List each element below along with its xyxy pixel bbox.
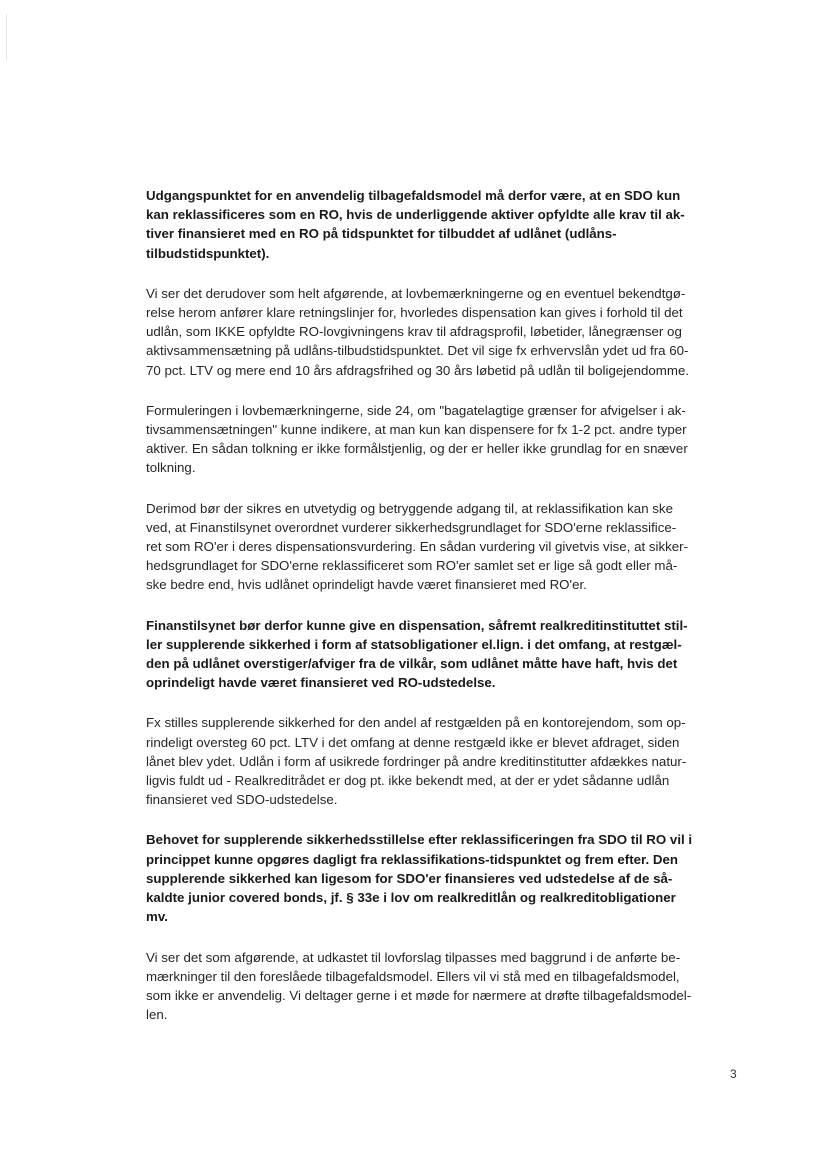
text-line: relse herom anfører klare retningslinjer for, hvorledes dispensation kan gives i forhold til det [146,305,683,321]
text-line: supplerende sikkerhed kan ligesom for SDO'er finansieres ved udstedelse af de så- [146,870,673,886]
text-line: ret som RO'er i deres dispensationsvurdering. En sådan vurdering vil givetvis vise, at sikker- [146,539,689,555]
text-line: som ikke er anvendelig. Vi deltager gerne i et møde for nærmere at drøfte tilbagefaldsmodel- [146,987,692,1003]
paragraph-1 [146,186,742,263]
text-line: 70 pct. LTV og mere end 10 års afdragsfrihed og 30 års løbetid på udlån til boligejendomme. [146,362,690,378]
text-line: tiver finansieret med en RO på tidspunktet for tilbuddet af udlånet (udlåns- [146,226,617,242]
text-line: aktiver. En sådan tolkning er ikke formålstjenlig, og der er heller ikke grundlag for en snæver [146,441,688,457]
text-line: ler supplerende sikkerhed i form af statsobligationer el.lign. i det omfang, at restgæl- [146,636,682,652]
text-line: tilbudstidspunktet). [146,245,270,261]
text-line: Udgangspunktet for en anvendelig tilbagefaldsmodel må derfor være, at en SDO kun [146,188,681,203]
paragraph-8 [146,948,742,1025]
text-line: Finanstilsynet bør derfor kunne give en dispensation, såfremt realkreditinstituttet stil- [146,617,688,633]
text-line: ske bedre end, hvis udlånet oprindeligt havde været finansieret med RO'er. [146,577,587,593]
text-line: mv. [146,909,168,925]
text-line: ved, at Finanstilsynet overordnet vurderer sikkerhedsgrundlaget for SDO'erne reklassifice- [146,519,677,535]
text-line: Formuleringen i lovbemærkningerne, side 24, om "bagatelagtige grænser for afvigelser i ak- [146,402,686,418]
text-line: rindeligt oversteg 60 pct. LTV i det omfang at denne restgæld ikke er blevet afdraget, siden [146,734,680,750]
text-line: Vi ser det som afgørende, at udkastet til lovforslag tilpasses med baggrund i de anførte be- [146,949,681,965]
paragraph-4 [146,499,742,595]
text-line: tivsammensætningen" kunne indikere, at man kun kan dispensere for fx 1-2 pct. andre typer [146,422,687,438]
text-line: ligvis fuldt ud - Realkreditrådet er dog pt. ikke bekendt med, at der er ydet sådanne udlån [146,773,670,789]
text-line: kaldte junior covered bonds, jf. § 33e i lov om realkreditlån og realkreditobligationer [146,890,676,906]
paragraph-2 [146,284,742,380]
paragraph-5 [146,616,742,693]
text-line: lånet blev ydet. Udlån i form af usikrede fordringer på andre kreditinstitutter afdækkes natur- [146,753,687,769]
scan-edge-mark [6,14,7,60]
text-line: princippet kunne opgøres dagligt fra reklassifikations-tidspunktet og frem efter. Den [146,851,678,867]
text-line: kan reklassificeres som en RO, hvis de underliggende aktiver opfyldte alle krav til ak- [146,207,685,223]
text-line: Derimod bør der sikres en utvetydig og betryggende adgang til, at reklassifikation kan ske [146,500,673,516]
text-line: len. [146,1007,168,1023]
text-line: aktivsammensætning på udlåns-tilbudstidspunktet. Det vil sige fx erhvervslån ydet ud fra 60- [146,343,689,359]
text-line: den på udlånet overstiger/afviger fra de vilkår, som udlånet måtte have haft, hvis det [146,656,678,672]
page-number: 3 [730,1067,737,1081]
text-line: udlån, som IKKE opfyldte RO-lovgivningens krav til afdragsprofil, løbetider, lånegrænser og [146,324,682,340]
text-line: Fx stilles supplerende sikkerhed for den andel af restgælden på en kontorejendom, som op- [146,715,686,731]
text-line: oprindeligt havde været finansieret ved RO-udstedelse. [146,675,496,691]
text-line: mærkninger til den foreslåede tilbagefaldsmodel. Ellers vil vi stå med en tilbagefaldsmodel, [146,968,680,984]
text-line: Behovet for supplerende sikkerhedsstillelse efter reklassificeringen fra SDO til RO vil i [146,832,693,848]
text-line: Vi ser det derudover som helt afgørende, at lovbemærkningerne og en eventuel bekendtgø- [146,285,686,301]
text-line: tolkning. [146,460,196,476]
paragraph-3 [146,401,742,478]
text-line: finansieret ved SDO-udstedelse. [146,792,338,808]
document-body [146,186,742,1024]
paragraph-7 [146,830,742,926]
paragraph-6 [146,713,742,809]
text-line: hedsgrundlaget for SDO'erne reklassificeret som RO'er samlet set er lige så godt eller må- [146,558,678,574]
